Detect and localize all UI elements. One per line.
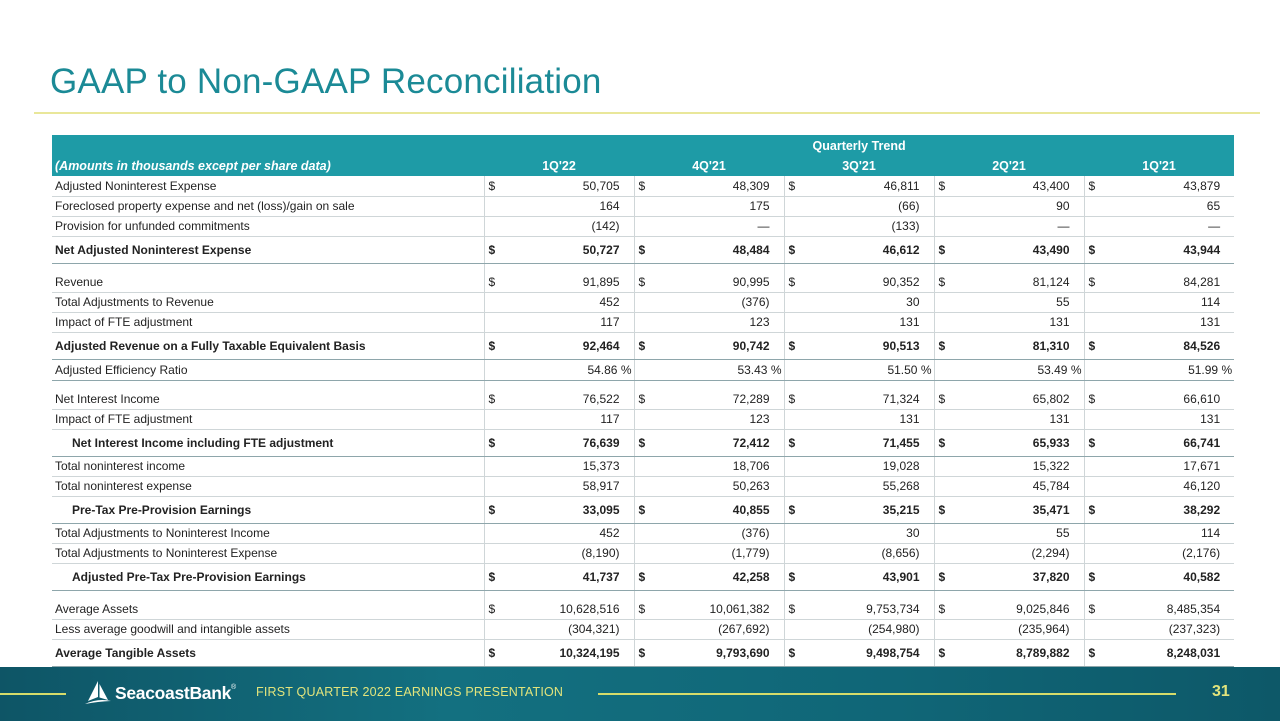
table-row	[52, 639, 1234, 666]
currency-symbol	[1084, 409, 1102, 429]
row-label: Total Adjustments to Noninterest Expense	[52, 543, 484, 563]
currency-symbol	[784, 312, 802, 332]
column-header-2q21: 2Q'21	[934, 156, 1084, 176]
currency-symbol: $	[934, 429, 952, 456]
cell-value: 117	[502, 312, 634, 332]
cell-value: 54.86 %	[502, 359, 634, 380]
currency-symbol	[634, 216, 652, 236]
table-row	[52, 216, 1234, 236]
row-label: Total Adjustments to Noninterest Income	[52, 523, 484, 543]
cell-value: 65	[1102, 196, 1234, 216]
currency-symbol	[484, 476, 502, 496]
cell-value: —	[1102, 216, 1234, 236]
cell-value: 58,917	[502, 476, 634, 496]
currency-symbol: $	[484, 332, 502, 359]
currency-symbol	[1084, 543, 1102, 563]
currency-symbol: $	[934, 236, 952, 263]
cell-value: 123	[652, 409, 784, 429]
table-row	[52, 429, 1234, 456]
currency-symbol: $	[484, 563, 502, 590]
page-number: 31	[1212, 683, 1230, 700]
cell-value: 131	[1102, 409, 1234, 429]
table-row	[52, 409, 1234, 429]
column-header-4q21: 4Q'21	[634, 156, 784, 176]
cell-value: 123	[652, 312, 784, 332]
currency-symbol	[1084, 619, 1102, 639]
brand-trademark: ®	[231, 684, 237, 691]
cell-value: 452	[502, 523, 634, 543]
cell-value: 91,895	[502, 263, 634, 292]
cell-value: 40,582	[1102, 563, 1234, 590]
cell-value: 33,095	[502, 496, 634, 523]
currency-symbol: $	[784, 639, 802, 666]
cell-value: 37,820	[952, 563, 1084, 590]
currency-symbol	[934, 523, 952, 543]
cell-value: 65,802	[952, 380, 1084, 409]
cell-value: 81,124	[952, 263, 1084, 292]
table-row	[52, 619, 1234, 639]
cell-value: 131	[802, 312, 934, 332]
currency-symbol: $	[934, 263, 952, 292]
cell-value: 72,289	[652, 380, 784, 409]
cell-value: 8,485,354	[1102, 590, 1234, 619]
cell-value: 30	[802, 292, 934, 312]
currency-symbol: $	[1084, 590, 1102, 619]
currency-symbol: $	[634, 563, 652, 590]
cell-value: 131	[1102, 312, 1234, 332]
footer-accent-line-right	[598, 693, 1176, 695]
currency-symbol: $	[784, 563, 802, 590]
table-body	[52, 176, 1234, 666]
cell-value: 41,737	[502, 563, 634, 590]
cell-value: 45,784	[952, 476, 1084, 496]
currency-symbol: $	[1084, 263, 1102, 292]
cell-value: 35,471	[952, 496, 1084, 523]
row-label: Adjusted Noninterest Expense	[52, 176, 484, 196]
currency-symbol	[784, 543, 802, 563]
currency-symbol	[1084, 523, 1102, 543]
currency-symbol: $	[634, 590, 652, 619]
table-row	[52, 476, 1234, 496]
page-title: GAAP to Non-GAAP Reconciliation	[50, 62, 602, 101]
cell-value: (133)	[802, 216, 934, 236]
currency-symbol	[634, 456, 652, 476]
currency-symbol	[934, 619, 952, 639]
cell-value: 53.49 %	[952, 359, 1084, 380]
currency-symbol	[634, 292, 652, 312]
cell-value: 131	[802, 409, 934, 429]
table-row	[52, 292, 1234, 312]
currency-symbol	[934, 312, 952, 332]
currency-symbol	[934, 196, 952, 216]
currency-symbol: $	[1084, 429, 1102, 456]
cell-value: 65,933	[952, 429, 1084, 456]
table-row	[52, 590, 1234, 619]
currency-symbol: $	[634, 639, 652, 666]
row-label: Adjusted Pre-Tax Pre-Provision Earnings	[52, 563, 484, 590]
currency-symbol: $	[484, 236, 502, 263]
row-label: Total noninterest income	[52, 456, 484, 476]
currency-symbol	[784, 619, 802, 639]
currency-symbol	[1084, 359, 1102, 380]
cell-value: 50,727	[502, 236, 634, 263]
currency-symbol	[634, 619, 652, 639]
currency-symbol: $	[1084, 639, 1102, 666]
cell-value: 114	[1102, 523, 1234, 543]
currency-symbol	[484, 543, 502, 563]
row-label: Net Interest Income	[52, 380, 484, 409]
currency-symbol	[1084, 292, 1102, 312]
cell-value: 175	[652, 196, 784, 216]
cell-value: 9,498,754	[802, 639, 934, 666]
currency-symbol	[934, 292, 952, 312]
currency-symbol: $	[1084, 176, 1102, 196]
currency-symbol: $	[1084, 236, 1102, 263]
cell-value: 46,612	[802, 236, 934, 263]
table-row	[52, 196, 1234, 216]
cell-value: 9,753,734	[802, 590, 934, 619]
currency-symbol	[934, 543, 952, 563]
currency-symbol	[484, 196, 502, 216]
row-label: Impact of FTE adjustment	[52, 409, 484, 429]
currency-symbol: $	[484, 429, 502, 456]
row-label: Less average goodwill and intangible assets	[52, 619, 484, 639]
currency-symbol: $	[934, 639, 952, 666]
cell-value: 35,215	[802, 496, 934, 523]
cell-value: 66,741	[1102, 429, 1234, 456]
cell-value: 90,513	[802, 332, 934, 359]
row-label: Total noninterest expense	[52, 476, 484, 496]
cell-value: (235,964)	[952, 619, 1084, 639]
seacoast-logo	[84, 678, 236, 708]
cell-value: 71,324	[802, 380, 934, 409]
table-row	[52, 236, 1234, 263]
currency-symbol: $	[784, 176, 802, 196]
table-header-row	[52, 156, 1234, 176]
currency-symbol	[934, 216, 952, 236]
cell-value: 72,412	[652, 429, 784, 456]
currency-symbol	[784, 523, 802, 543]
cell-value: 46,811	[802, 176, 934, 196]
table-row	[52, 563, 1234, 590]
cell-value: (2,176)	[1102, 543, 1234, 563]
currency-symbol: $	[634, 236, 652, 263]
cell-value: 55	[952, 523, 1084, 543]
cell-value: 50,263	[652, 476, 784, 496]
cell-value: 55	[952, 292, 1084, 312]
currency-symbol	[1084, 196, 1102, 216]
currency-symbol: $	[1084, 380, 1102, 409]
cell-value: 51.50 %	[802, 359, 934, 380]
currency-symbol	[1084, 216, 1102, 236]
cell-value: 90,995	[652, 263, 784, 292]
row-label: Adjusted Efficiency Ratio	[52, 359, 484, 380]
currency-symbol: $	[484, 263, 502, 292]
table-row	[52, 496, 1234, 523]
cell-value: (304,321)	[502, 619, 634, 639]
currency-symbol	[634, 543, 652, 563]
currency-symbol	[634, 523, 652, 543]
cell-value: (2,294)	[952, 543, 1084, 563]
currency-symbol	[1084, 476, 1102, 496]
currency-symbol: $	[1084, 332, 1102, 359]
column-header-3q21: 3Q'21	[784, 156, 934, 176]
row-label: Revenue	[52, 263, 484, 292]
footer-accent-line-left	[0, 693, 66, 695]
cell-value: 90	[952, 196, 1084, 216]
cell-value: 15,373	[502, 456, 634, 476]
cell-value: 8,248,031	[1102, 639, 1234, 666]
cell-value: 48,309	[652, 176, 784, 196]
cell-value: 81,310	[952, 332, 1084, 359]
currency-symbol	[784, 476, 802, 496]
row-label: Provision for unfunded commitments	[52, 216, 484, 236]
cell-value: 9,793,690	[652, 639, 784, 666]
cell-value: 114	[1102, 292, 1234, 312]
cell-value: 43,400	[952, 176, 1084, 196]
table-row	[52, 456, 1234, 476]
cell-value: (8,190)	[502, 543, 634, 563]
currency-symbol: $	[634, 263, 652, 292]
cell-value: 90,742	[652, 332, 784, 359]
currency-symbol	[784, 216, 802, 236]
cell-value: (376)	[652, 292, 784, 312]
cell-value: (267,692)	[652, 619, 784, 639]
currency-symbol: $	[784, 263, 802, 292]
currency-symbol	[784, 196, 802, 216]
currency-symbol	[784, 359, 802, 380]
units-note: (Amounts in thousands except per share data)	[52, 156, 484, 176]
currency-symbol: $	[934, 380, 952, 409]
currency-symbol	[634, 312, 652, 332]
cell-value: 84,281	[1102, 263, 1234, 292]
cell-value: 117	[502, 409, 634, 429]
table-row	[52, 263, 1234, 292]
cell-value: 131	[952, 409, 1084, 429]
row-label: Impact of FTE adjustment	[52, 312, 484, 332]
currency-symbol: $	[784, 590, 802, 619]
currency-symbol: $	[634, 496, 652, 523]
currency-symbol	[1084, 456, 1102, 476]
cell-value: 55,268	[802, 476, 934, 496]
cell-value: —	[652, 216, 784, 236]
row-label: Net Interest Income including FTE adjustment	[52, 429, 484, 456]
row-label: Foreclosed property expense and net (loss)/gain on sale	[52, 196, 484, 216]
row-label: Pre-Tax Pre-Provision Earnings	[52, 496, 484, 523]
currency-symbol	[934, 456, 952, 476]
cell-value: 43,901	[802, 563, 934, 590]
currency-symbol	[934, 409, 952, 429]
table-row	[52, 332, 1234, 359]
table-row	[52, 380, 1234, 409]
currency-symbol: $	[784, 496, 802, 523]
cell-value: (1,779)	[652, 543, 784, 563]
cell-value: 164	[502, 196, 634, 216]
cell-value: 10,628,516	[502, 590, 634, 619]
currency-symbol: $	[484, 380, 502, 409]
cell-value: (66)	[802, 196, 934, 216]
footer-bar	[0, 667, 1280, 721]
currency-symbol	[784, 456, 802, 476]
cell-value: (142)	[502, 216, 634, 236]
cell-value: 43,879	[1102, 176, 1234, 196]
currency-symbol: $	[784, 380, 802, 409]
table-header-group-row	[52, 135, 1234, 156]
currency-symbol	[484, 312, 502, 332]
currency-symbol	[484, 359, 502, 380]
currency-symbol	[484, 409, 502, 429]
column-header-1q21: 1Q'21	[1084, 156, 1234, 176]
cell-value: 9,025,846	[952, 590, 1084, 619]
cell-value: 84,526	[1102, 332, 1234, 359]
cell-value: 42,258	[652, 563, 784, 590]
cell-value: 48,484	[652, 236, 784, 263]
brand-name: SeacoastBank	[115, 682, 232, 703]
cell-value: 19,028	[802, 456, 934, 476]
cell-value: 71,455	[802, 429, 934, 456]
table-row	[52, 359, 1234, 380]
currency-symbol	[784, 409, 802, 429]
table-row	[52, 176, 1234, 196]
currency-symbol	[784, 292, 802, 312]
currency-symbol	[484, 619, 502, 639]
table-row	[52, 543, 1234, 563]
cell-value: 53.43 %	[652, 359, 784, 380]
currency-symbol	[484, 523, 502, 543]
cell-value: 38,292	[1102, 496, 1234, 523]
cell-value: 131	[952, 312, 1084, 332]
currency-symbol: $	[934, 590, 952, 619]
sail-icon	[84, 680, 112, 706]
currency-symbol: $	[784, 429, 802, 456]
currency-symbol	[934, 359, 952, 380]
cell-value: 66,610	[1102, 380, 1234, 409]
column-header-1q22: 1Q'22	[484, 156, 634, 176]
quarterly-trend-header: Quarterly Trend	[484, 135, 1234, 156]
cell-value: 10,324,195	[502, 639, 634, 666]
cell-value: 30	[802, 523, 934, 543]
cell-value: 43,490	[952, 236, 1084, 263]
cell-value: (237,323)	[1102, 619, 1234, 639]
currency-symbol: $	[634, 332, 652, 359]
currency-symbol	[484, 456, 502, 476]
row-label: Adjusted Revenue on a Fully Taxable Equivalent Basis	[52, 332, 484, 359]
row-label: Net Adjusted Noninterest Expense	[52, 236, 484, 263]
currency-symbol	[634, 196, 652, 216]
currency-symbol: $	[484, 176, 502, 196]
cell-value: 17,671	[1102, 456, 1234, 476]
currency-symbol: $	[484, 590, 502, 619]
currency-symbol	[634, 409, 652, 429]
currency-symbol: $	[634, 429, 652, 456]
currency-symbol: $	[1084, 563, 1102, 590]
row-label: Total Adjustments to Revenue	[52, 292, 484, 312]
currency-symbol: $	[484, 639, 502, 666]
cell-value: 92,464	[502, 332, 634, 359]
reconciliation-table	[52, 135, 1234, 667]
cell-value: 76,522	[502, 380, 634, 409]
cell-value: (8,656)	[802, 543, 934, 563]
currency-symbol	[934, 476, 952, 496]
currency-symbol: $	[634, 380, 652, 409]
title-divider	[34, 112, 1260, 114]
cell-value: 8,789,882	[952, 639, 1084, 666]
cell-value: 10,061,382	[652, 590, 784, 619]
row-label: Average Assets	[52, 590, 484, 619]
cell-value: 452	[502, 292, 634, 312]
cell-value: —	[952, 216, 1084, 236]
currency-symbol: $	[784, 236, 802, 263]
currency-symbol	[634, 359, 652, 380]
cell-value: (254,980)	[802, 619, 934, 639]
cell-value: 51.99 %	[1102, 359, 1234, 380]
table-row	[52, 312, 1234, 332]
currency-symbol: $	[934, 496, 952, 523]
cell-value: 90,352	[802, 263, 934, 292]
cell-value: 46,120	[1102, 476, 1234, 496]
currency-symbol: $	[934, 332, 952, 359]
currency-symbol: $	[784, 332, 802, 359]
cell-value: 50,705	[502, 176, 634, 196]
currency-symbol	[634, 476, 652, 496]
row-label: Average Tangible Assets	[52, 639, 484, 666]
cell-value: 40,855	[652, 496, 784, 523]
currency-symbol	[484, 216, 502, 236]
currency-symbol: $	[934, 563, 952, 590]
cell-value: (376)	[652, 523, 784, 543]
table-row	[52, 523, 1234, 543]
currency-symbol	[1084, 312, 1102, 332]
currency-symbol: $	[934, 176, 952, 196]
currency-symbol: $	[1084, 496, 1102, 523]
cell-value: 76,639	[502, 429, 634, 456]
currency-symbol: $	[484, 496, 502, 523]
currency-symbol	[484, 292, 502, 312]
cell-value: 15,322	[952, 456, 1084, 476]
cell-value: 43,944	[1102, 236, 1234, 263]
presentation-title: FIRST QUARTER 2022 EARNINGS PRESENTATION	[256, 685, 564, 699]
cell-value: 18,706	[652, 456, 784, 476]
currency-symbol: $	[634, 176, 652, 196]
